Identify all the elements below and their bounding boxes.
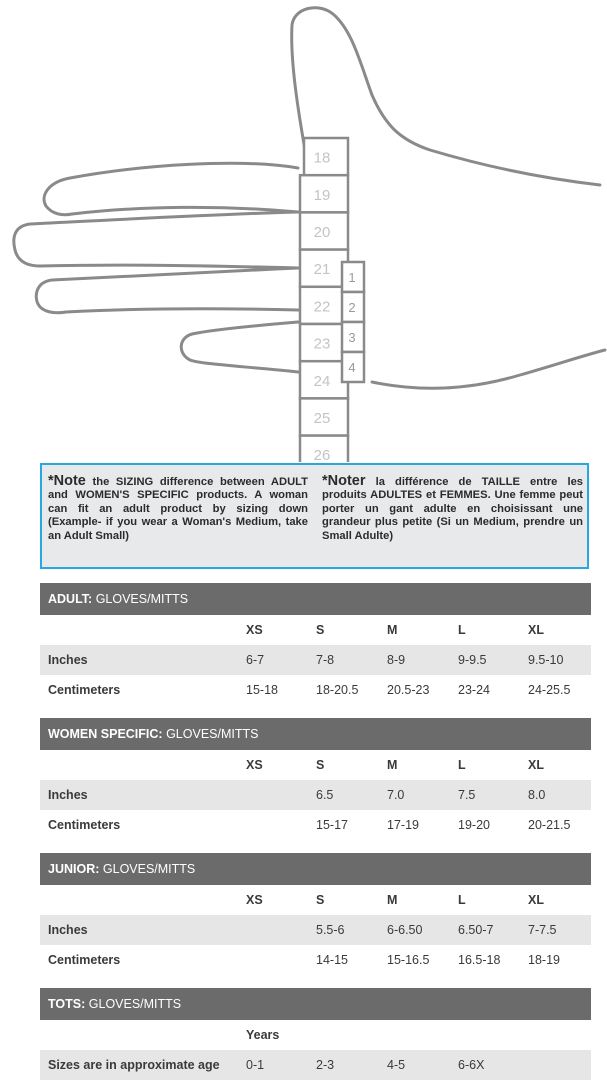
junior-size-table — [40, 853, 591, 975]
row-label: Centimeters — [48, 953, 121, 967]
junior-section-header — [40, 853, 591, 885]
table-cell: 8.0 — [528, 788, 546, 802]
wrist-scale-label: 23 — [313, 335, 331, 353]
row-label: Inches — [48, 923, 88, 937]
wrist-scale-label: 18 — [313, 149, 331, 167]
women-inches-row — [40, 780, 591, 810]
table-cell: 23-24 — [458, 683, 490, 697]
table-cell: 15-18 — [246, 683, 278, 697]
size-header: S — [316, 623, 325, 637]
table-cell: 18-19 — [528, 953, 560, 967]
tots-header-row — [40, 1020, 591, 1050]
row-label: Inches — [48, 653, 88, 667]
adult-title: ADULT: — [48, 592, 93, 606]
table-cell: 5.5-6 — [316, 923, 345, 937]
size-header: XL — [528, 893, 544, 907]
size-header: L — [458, 623, 466, 637]
tots-age-row — [40, 1050, 591, 1080]
note-english-text: the SIZING difference between ADULT and WOMEN'S SPECIFIC products. A woman can fit an adult product by sizing down (Example- if you wear a Woman's Medium, take an Adult Small) — [48, 476, 308, 542]
table-cell: 17-19 — [387, 818, 419, 832]
table-cell: 4-5 — [387, 1058, 406, 1072]
adult-inches-row — [40, 645, 591, 675]
junior-centimeters-row — [40, 945, 591, 975]
wrist-scale-label: 22 — [313, 298, 331, 316]
adult-subtitle: GLOVES/MITTS — [95, 592, 189, 606]
table-cell: 15-17 — [316, 818, 348, 832]
table-cell: 7-8 — [316, 653, 335, 667]
thumb-scale-label: 1 — [348, 270, 356, 285]
table-cell: 7.5 — [458, 788, 476, 802]
table-cell: 0-1 — [246, 1058, 265, 1072]
table-cell: 2-3 — [316, 1058, 335, 1072]
women-size-header-row — [40, 750, 591, 780]
table-cell: 19-20 — [458, 818, 490, 832]
women-subtitle: GLOVES/MITTS — [166, 727, 259, 741]
sizing-note-box — [40, 463, 589, 569]
wrist-scale-label: 21 — [313, 261, 331, 279]
tots-section-header — [40, 988, 591, 1020]
thumb-scale-label: 3 — [348, 330, 356, 345]
women-size-table — [40, 718, 591, 840]
tots-size-table — [40, 988, 591, 1080]
table-cell: 6.50-7 — [458, 923, 494, 937]
note-french — [322, 475, 583, 543]
size-header: XS — [246, 893, 263, 907]
table-cell: 15-16.5 — [387, 953, 430, 967]
table-cell: 7-7.5 — [528, 923, 557, 937]
table-cell: 6-6.50 — [387, 923, 423, 937]
row-label: Sizes are in approximate age — [48, 1058, 220, 1072]
wrist-scale-label: 26 — [313, 447, 331, 462]
table-cell: 14-15 — [316, 953, 348, 967]
women-title: WOMEN SPECIFIC: — [48, 727, 163, 741]
hand-measurement-illustration — [0, 0, 607, 462]
thumb-scale-label: 2 — [348, 300, 356, 315]
tots-subtitle: GLOVES/MITTS — [88, 997, 182, 1011]
note-english — [48, 475, 308, 543]
note-english-lead: *Note — [48, 473, 86, 489]
wrist-scale-label: 24 — [313, 372, 331, 390]
table-cell: 18-20.5 — [316, 683, 359, 697]
table-cell: 20-21.5 — [528, 818, 571, 832]
table-cell: 6.5 — [316, 788, 334, 802]
size-header: S — [316, 758, 325, 772]
size-header: Years — [246, 1028, 280, 1042]
women-centimeters-row — [40, 810, 591, 840]
row-label: Centimeters — [48, 818, 121, 832]
table-cell: 8-9 — [387, 653, 406, 667]
junior-title: JUNIOR: — [48, 862, 100, 876]
size-header: M — [387, 623, 398, 637]
wrist-scale-label: 19 — [313, 186, 331, 204]
junior-size-header-row — [40, 885, 591, 915]
note-french-text: la différence de TAILLE entre les produits ADULTES et FEMMES. Une femme peut porter un gant adulte en choisissant une grandeur plus petite (Si un Medium, prendre un Small Adulte) — [322, 476, 584, 542]
wrist-scale-label: 20 — [313, 224, 331, 241]
adult-size-header-row — [40, 615, 591, 645]
adult-size-table — [40, 583, 591, 705]
size-header: L — [458, 893, 466, 907]
thumb-scale-label: 4 — [348, 360, 356, 375]
women-section-header — [40, 718, 591, 750]
adult-section-header — [40, 583, 591, 615]
table-cell: 16.5-18 — [458, 953, 501, 967]
table-cell: 6-6X — [458, 1058, 485, 1072]
tots-title: TOTS: — [48, 997, 86, 1011]
size-header: XL — [528, 758, 544, 772]
wrist-scale-label: 25 — [313, 410, 331, 427]
row-label: Inches — [48, 788, 88, 802]
size-header: M — [387, 893, 398, 907]
size-header: XL — [528, 623, 544, 637]
size-header: XS — [246, 623, 263, 637]
table-cell: 6-7 — [246, 653, 265, 667]
thumb-measuring-tape — [342, 262, 364, 382]
table-cell: 9.5-10 — [528, 653, 564, 667]
size-header: XS — [246, 758, 263, 772]
table-cell: 20.5-23 — [387, 683, 430, 697]
table-cell: 24-25.5 — [528, 683, 571, 697]
junior-inches-row — [40, 915, 591, 945]
table-cell: 7.0 — [387, 788, 405, 802]
size-header: L — [458, 758, 466, 772]
note-french-lead: *Noter — [322, 473, 366, 489]
size-header: M — [387, 758, 398, 772]
adult-centimeters-row — [40, 675, 591, 705]
junior-subtitle: GLOVES/MITTS — [102, 862, 196, 876]
row-label: Centimeters — [48, 683, 121, 697]
size-header: S — [316, 893, 325, 907]
table-cell: 9-9.5 — [458, 653, 487, 667]
